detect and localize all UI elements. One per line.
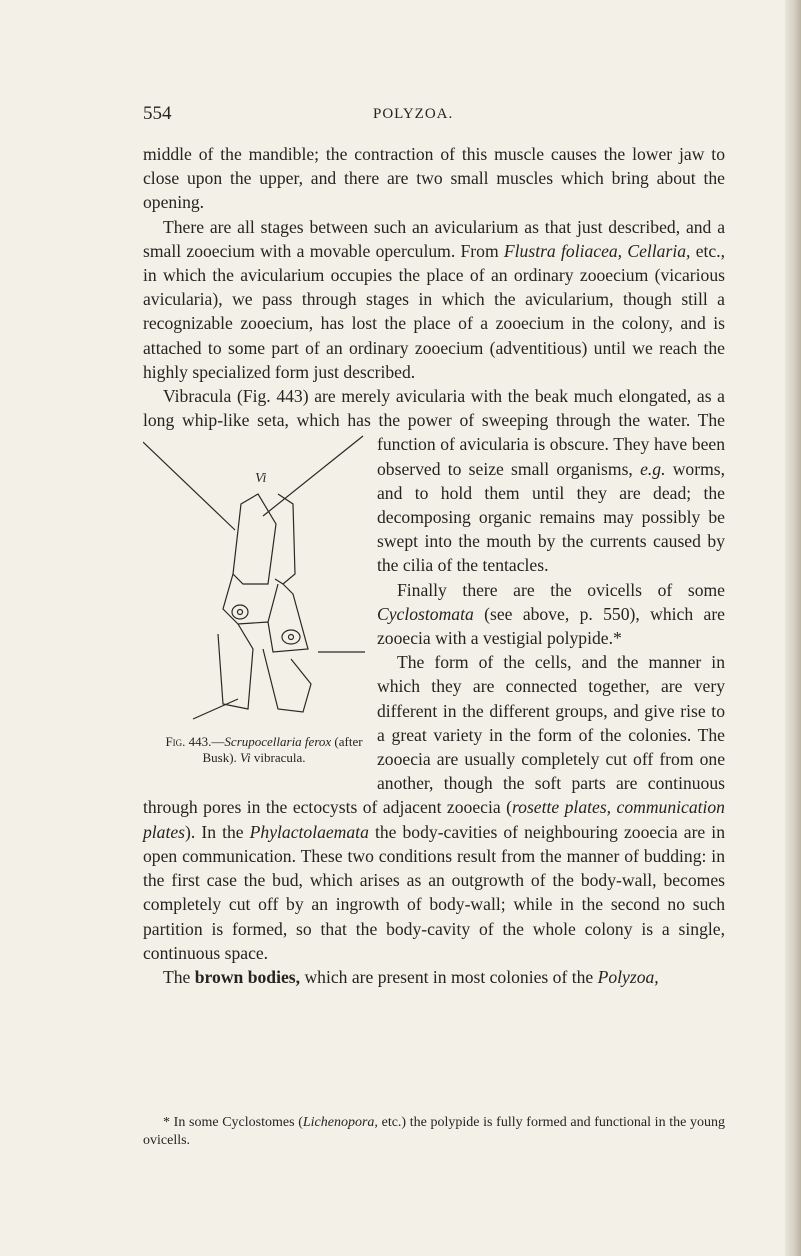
figure-caption: Fig. 443.—Scrupocellaria ferox (after Busk). Vi vibracula.: [165, 734, 363, 766]
zooecium-4: [268, 584, 308, 652]
scrupocellaria-drawing: [143, 434, 365, 734]
vibraculum-pore-1: [238, 610, 243, 615]
body-text: [143, 142, 725, 989]
paragraph-6: The brown bodies, which are present in most colonies of the Polyzoa,: [163, 966, 659, 987]
stalk: [193, 699, 238, 719]
vibraculum-seta-left: [143, 442, 235, 530]
zooecium-2: [275, 494, 295, 584]
zooecium-6: [263, 649, 311, 712]
vibraculum-seta-top: [263, 436, 363, 516]
vibraculum-chamber-2: [282, 630, 300, 644]
paragraph-3: Vibracula (Fig. 443) are merely avicularia with the beak much elongated, as a long whip-like seta, which has the power of sweeping Vi Fig. 443.—Scrupocellaria ferox (after Busk). Vi vibracula. through the water. The function of avicularia is obscure. They have been observed to seize small organisms, e.g. worms, and to hold them until they are dead; the decomposing organic remains may possibly be swept into the mouth by the currents caused by the cilia of the tentacles.: [143, 384, 725, 578]
paragraph-2: There are all stages between such an avicularium as that just described, and a small zooecium with a movable operculum. From Flustra foliacea, Cellaria, etc., in which the avicularium occupies the place of an ordinary zooecium (vicarious avicularia), we pass through stages in which the avicularium, though still a recognizable zooecium, has lost the place of a zooecium in the colony, and is attached to some part of an ordinary zooecium (adventitious) until we reach the highly specialized form just described.: [143, 216, 726, 382]
zooecium-5: [218, 624, 253, 709]
zooecium-1: [233, 494, 276, 584]
paragraph-5: The form of the cells, and the manner in which they are connected together, are very different in the different groups, and give rise to a great variety in the form of the colonies. The zooecia are usually completely cut off from one another, though the soft parts are continuous through pores in the ectocysts of adjacent zooecia (rosette plates, communication plates). In the Phylactolaemata the body-cavities of neighbouring zooecia are in open communication. These two conditions result from the manner of budding: in the first case the bud, which arises as an outgrowth of the body-wall, becomes completely cut off by an ingrowth of body-wall; while in the second no such partition is formed, so that the body-cavity of the whole colony is a single, continuous space.: [143, 652, 725, 963]
drawing-label-vi: Vi: [255, 471, 267, 487]
page-header: [143, 103, 723, 127]
page-number: 554: [143, 103, 172, 124]
paragraph-4: Finally there are the ovicells of some Cyclostomata (see above, p. 550), which are zooecia with a vestigial polypide.*: [377, 579, 725, 649]
scan-edge: [785, 0, 801, 1256]
running-title: POLYZOA.: [373, 106, 454, 122]
footnote: * In some Cyclostomes (Lichenopora, etc.) the polypide is fully formed and functional in the young ovicells.: [143, 1115, 725, 1148]
vibraculum-pore-2: [289, 635, 294, 640]
zooecium-3: [223, 574, 278, 624]
paragraph-1: middle of the mandible; the contraction of this muscle causes the lower jaw to close upon the upper, and there are two small muscles which bring about the opening.: [143, 144, 725, 213]
vibraculum-chamber-1: [232, 605, 248, 619]
figure-443: [143, 434, 365, 774]
